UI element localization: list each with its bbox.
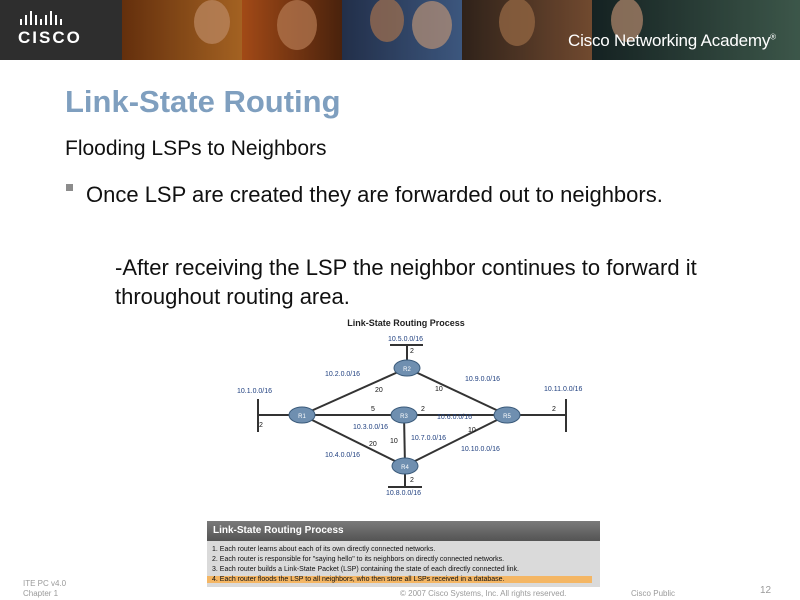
footer-classification: Cisco Public [631,589,676,598]
process-panel-header: Link-State Routing Process [207,521,600,541]
cost-r1-r3: 5 [371,406,375,413]
footer-chapter: Chapter 1 [23,589,59,598]
cost-r1-lan: 2 [259,422,263,429]
network-label-10-1: 10.1.0.0/16 [237,388,273,395]
footer-copyright: © 2007 Cisco Systems, Inc. All rights reserved. [400,589,567,598]
network-label-10-10: 10.10.0.0/16 [461,446,500,453]
router-r5-label: R5 [503,414,511,420]
banner-photo-strip [122,0,800,60]
network-label-10-11: 10.11.0.0/16 [544,386,583,393]
sub-bullet-text: -After receiving the LSP the neighbor continues to forward it throughout routing area. [115,255,697,309]
cost-r3-r5: 10 [468,427,476,434]
footer-course: ITE PC v4.0 [23,579,67,588]
process-steps-panel [207,521,600,587]
process-step-2: 2. Each router is responsible for "saying hello" to its neighbors on directly connected networks. [212,556,505,563]
network-diagram [225,315,595,505]
academy-text: Cisco Networking Academy [568,31,771,50]
cost-r1-r4: 20 [369,441,377,448]
cost-r3-lan: 2 [421,406,425,413]
network-label-10-6: 10.6.0.0/16 [437,414,473,421]
network-label-10-5: 10.5.0.0/16 [388,336,424,343]
slide-subtitle: Flooding LSPs to Neighbors [65,137,327,160]
router-r2 [394,360,420,376]
network-label-10-4: 10.4.0.0/16 [325,452,361,459]
cisco-wordmark: CISCO [18,28,82,47]
network-label-10-7: 10.7.0.0/16 [411,435,447,442]
router-r2-label: R2 [403,367,411,373]
cost-r3-r4: 10 [390,438,398,445]
process-panel-body [207,541,600,587]
bullet-text: Once LSP are created they are forwarded out to neighbors. [86,182,663,207]
networking-academy-label [568,31,776,51]
bullet-square-icon [66,184,73,191]
router-r5 [494,407,520,423]
cisco-bridge-icon [20,11,72,25]
slide-title: Link-State Routing [65,84,341,119]
cost-r1-r2: 20 [375,387,383,394]
router-r4 [392,458,418,474]
network-label-10-3: 10.3.0.0/16 [353,424,389,431]
cisco-logo [0,0,122,60]
router-r3 [391,407,417,423]
router-r4-label: R4 [401,465,409,471]
academy-registered-mark: ® [770,32,776,42]
footer-course-info [23,579,66,599]
network-label-10-2: 10.2.0.0/16 [325,371,361,378]
process-step-1: 1. Each router learns about each of its own directly connected networks. [212,546,436,553]
process-step-4-highlighted: 4. Each router floods the LSP to all neighbors, who then store all LSPs received in a database. [207,576,592,583]
cost-r2-r5: 10 [435,386,443,393]
header-banner [0,0,800,60]
process-step-3: 3. Each router builds a Link-State Packet (LSP) containing the state of each directly connected link. [212,566,520,573]
cost-r4-lan: 2 [410,477,414,484]
slide-page-number: 12 [760,585,772,596]
network-label-10-9: 10.9.0.0/16 [465,376,501,383]
network-label-10-8: 10.8.0.0/16 [386,490,422,497]
cost-r5-lan: 2 [552,406,556,413]
router-r1 [289,407,315,423]
cost-r2-lan: 2 [410,348,414,355]
router-r3-label: R3 [400,414,408,420]
diagram-title: Link-State Routing Process [347,318,465,328]
router-r1-label: R1 [298,414,306,420]
